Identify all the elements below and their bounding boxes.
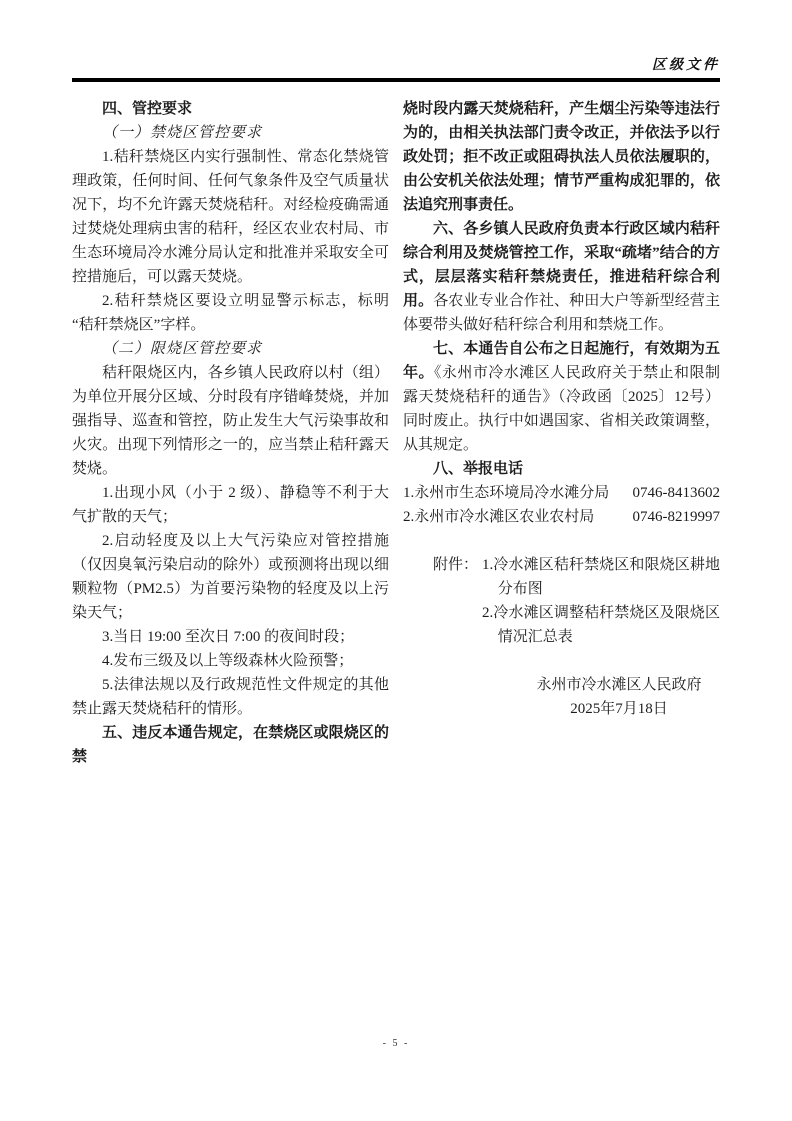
- attachments-label: 附件：: [433, 557, 479, 573]
- attachment-item-1: 1.冷水滩区秸秆禁烧区和限烧区耕地分布图: [482, 557, 720, 597]
- left-column: [72, 97, 389, 769]
- phone-agency-1: 1.永州市生态环境局冷水滩分局: [403, 485, 610, 501]
- header-divider-rule: [72, 78, 720, 82]
- subsection-heading-1: （一）禁烧区管控要求: [102, 125, 263, 141]
- section-6-bold-sentence: 六、各乡镇人民政府负责本行政区域内秸秆综合利用及焚烧管控工作，采取“疏堵”结合的方式，层层落实秸秆禁烧责任，推进秸秆综合利用。: [403, 221, 720, 309]
- section-6-regular-text: 各农业专业合作社、种田大户等新型经营主体要带头做好秸秆综合利用和禁烧工作。: [403, 293, 720, 333]
- right-column: [403, 97, 720, 769]
- limit-condition-5: 5.法律法规以及行政规范性文件规定的其他禁止露天焚烧秸秆的情形。: [72, 677, 389, 717]
- section-7-bold-sentence: 七、本通告自公布之日起施行，有效期为五年。: [403, 341, 720, 381]
- section-6-paragraph: [403, 217, 720, 337]
- attachments-list: [482, 553, 720, 649]
- limit-condition-2: 2.启动轻度及以上大气污染应对管控措施（仅因臭氧污染启动的除外）或预测将出现以细颗粒物（PM2.5）为首要污染物的轻度及以上污染天气；: [72, 533, 389, 621]
- section-heading-5-start: 五、违反本通告规定，在禁烧区或限烧区的禁: [72, 725, 389, 765]
- issue-date: 2025年7月18日: [570, 701, 668, 717]
- limit-condition-4: 4.发布三级及以上等级森林火险预警；: [102, 653, 354, 669]
- document-category-label: 区级文件: [652, 58, 720, 73]
- paragraph-limit-zone-intro: 秸秆限烧区内，各乡镇人民政府以村（组）为单位开展分区域、分时段有序错峰焚烧，并加强指导、巡查和管控，防止发生大气污染事故和火灾。出现下列情形之一的，应当禁止秸秆露天焚烧。: [72, 365, 389, 477]
- section-heading-4: 四、管控要求: [102, 101, 193, 117]
- report-phone-row-1: [403, 481, 720, 505]
- section-7-paragraph: [403, 337, 720, 457]
- phone-number-2: 0746-8219997: [632, 509, 720, 525]
- attachment-item-2: 2.冷水滩区调整秸秆禁烧区及限烧区情况汇总表: [482, 605, 720, 645]
- two-column-body: [72, 97, 720, 769]
- paragraph-ban-zone-rule-2: 2.秸秆禁烧区要设立明显警示标志，标明“秸秆禁烧区”字样。: [72, 293, 389, 333]
- phone-agency-2: 2.永州市冷水滩区农业农村局: [403, 509, 595, 525]
- limit-condition-3: 3.当日 19:00 至次日 7:00 的夜间时段；: [102, 629, 355, 645]
- section-7-regular-text: 《永州市冷水滩区人民政府关于禁止和限制露天焚烧秸秆的通告》（冷政函〔2025〕12号）同时废止。执行中如遇国家、省相关政策调整，从其规定。: [403, 365, 720, 453]
- page-number: - 5 -: [382, 1038, 410, 1049]
- paragraph-ban-zone-rule-1: 1.秸秆禁烧区内实行强制性、常态化禁烧管理政策，任何时间、任何气象条件及空气质量状况下，均不允许露天焚烧秸秆。对经检疫确需通过焚烧处理病虫害的秸秆，经区农业农村局、市生态环境局冷水滩分局认定和批准并采取安全可控措施后，可以露天焚烧。: [72, 149, 389, 285]
- subsection-heading-2: （二）限烧区管控要求: [102, 341, 263, 357]
- report-phone-row-2: [403, 505, 720, 529]
- signature-block: [524, 673, 714, 721]
- limit-condition-1: 1.出现小风（小于 2 级）、静稳等不利于大气扩散的天气；: [72, 485, 389, 525]
- section-5-continuation: 烧时段内露天焚烧秸秆，产生烟尘污染等违法行为的，由相关执法部门责令改正，并依法予以行政处罚；拒不改正或阻碍执法人员依法履职的，由公安机关依法处理；情节严重构成犯罪的，依法追究刑事责任。: [403, 101, 720, 213]
- phone-number-1: 0746-8413602: [632, 485, 720, 501]
- issuing-authority: 永州市冷水滩区人民政府: [536, 677, 702, 693]
- attachments-block: [433, 553, 720, 649]
- section-heading-8: 八、举报电话: [433, 461, 524, 477]
